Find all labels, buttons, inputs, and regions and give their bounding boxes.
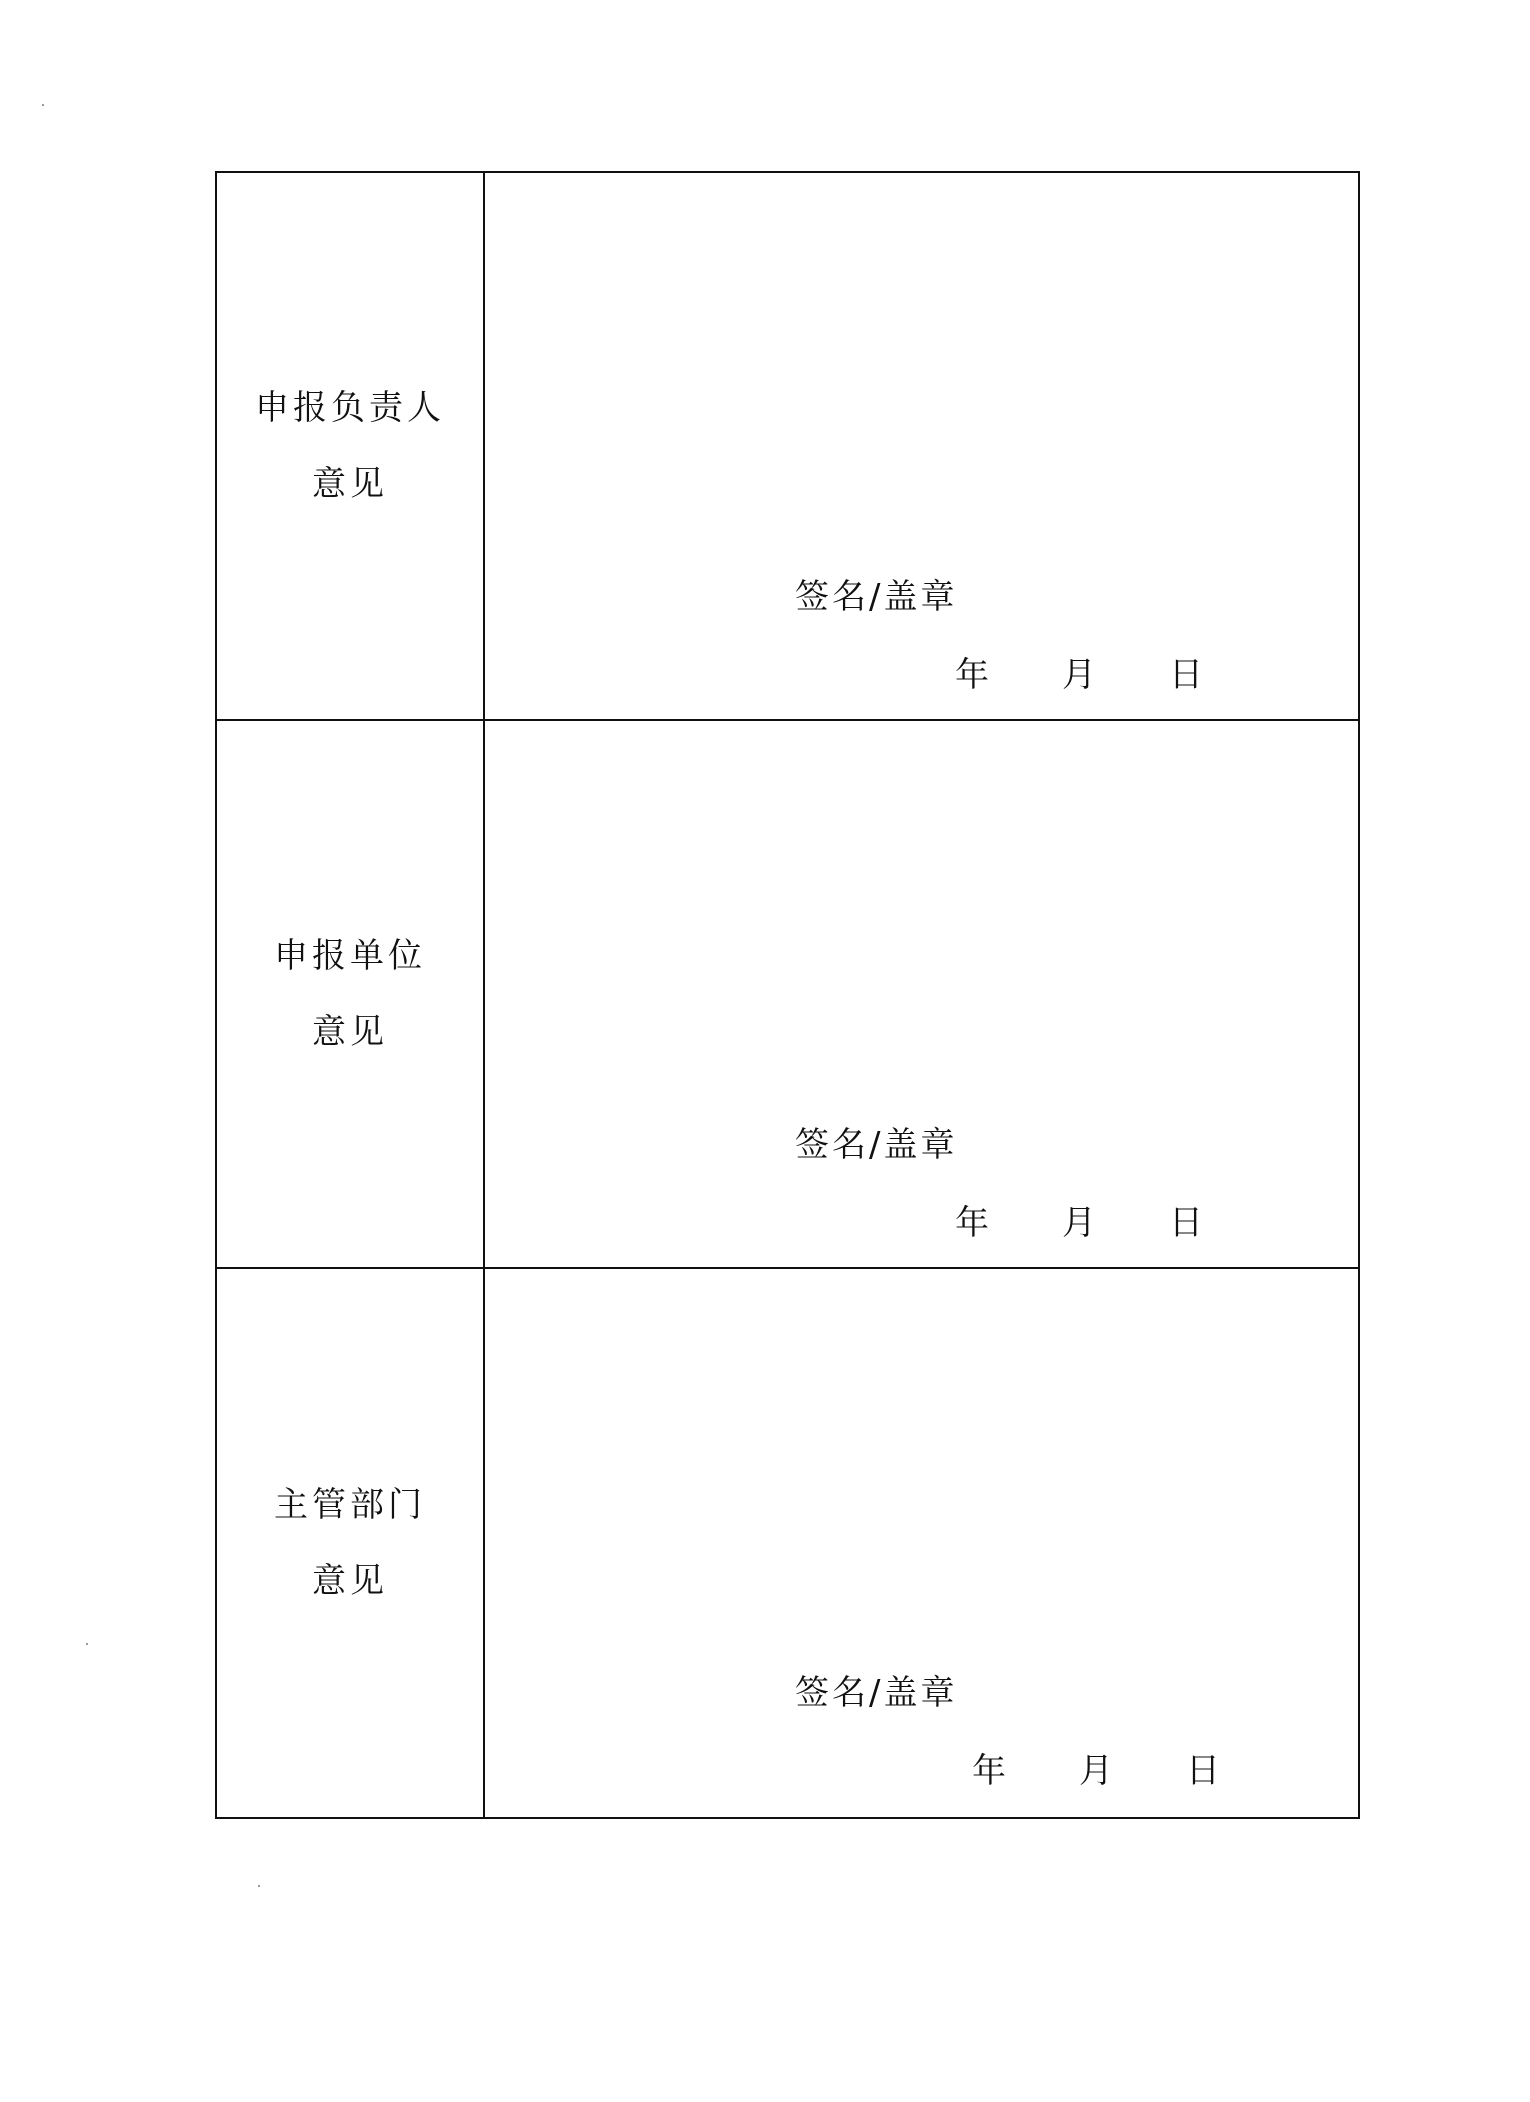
- row-label-cell: [217, 721, 485, 1267]
- year-label: 年: [955, 1203, 989, 1243]
- scan-speck: [258, 1885, 260, 1887]
- date-line: [972, 1751, 1293, 1791]
- signature-label: 签名/盖章: [795, 1673, 958, 1713]
- opinion-row-applicant-lead: [217, 173, 1358, 721]
- row-label-line: 申报负责人: [255, 388, 445, 428]
- month-label: 月: [1062, 655, 1096, 695]
- signature-label: 签名/盖章: [795, 1125, 958, 1165]
- signature-label: 签名/盖章: [795, 577, 958, 617]
- month-label: 月: [1079, 1751, 1113, 1791]
- opinion-input-area[interactable]: [485, 721, 1358, 1267]
- row-label-line: 意见: [312, 1012, 388, 1052]
- opinion-input-area[interactable]: [485, 1269, 1358, 1817]
- row-label-line: 申报单位: [274, 936, 426, 976]
- row-label-line: 主管部门: [274, 1485, 426, 1525]
- scan-speck: [86, 1643, 88, 1645]
- opinion-row-applicant-unit: [217, 721, 1358, 1269]
- date-line: [955, 1203, 1276, 1243]
- day-label: 日: [1169, 1203, 1203, 1243]
- opinion-form-table: [215, 171, 1360, 1819]
- day-label: 日: [1169, 655, 1203, 695]
- row-label-cell: [217, 1269, 485, 1817]
- scan-speck: [42, 104, 44, 106]
- opinion-row-competent-department: [217, 1269, 1358, 1817]
- row-label-cell: [217, 173, 485, 719]
- row-label-line: 意见: [312, 1561, 388, 1601]
- month-label: 月: [1062, 1203, 1096, 1243]
- day-label: 日: [1186, 1751, 1220, 1791]
- row-label-line: 意见: [312, 464, 388, 504]
- date-line: [955, 655, 1276, 695]
- year-label: 年: [955, 655, 989, 695]
- year-label: 年: [972, 1751, 1006, 1791]
- opinion-input-area[interactable]: [485, 173, 1358, 719]
